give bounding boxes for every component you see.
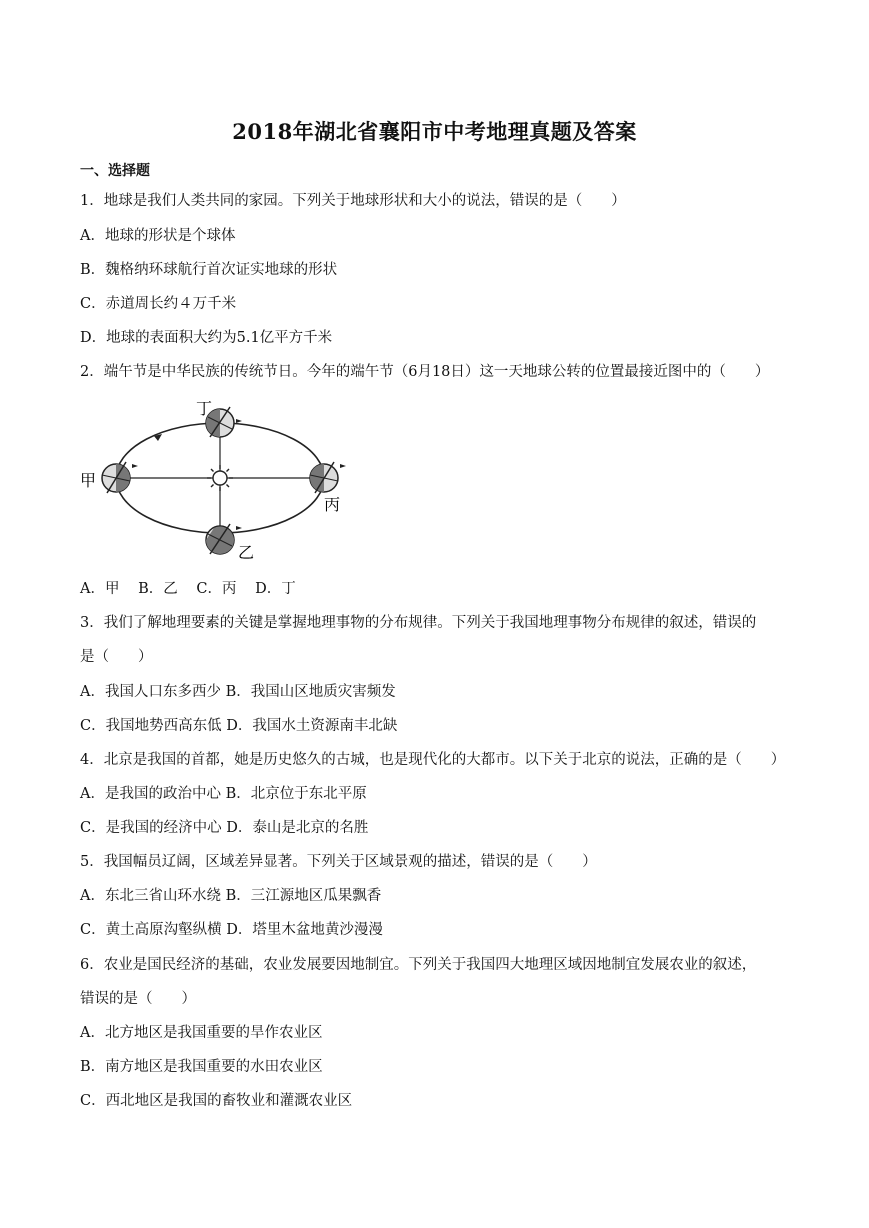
label-bing: 丙 [324,495,341,514]
question-6-option-c: C．西北地区是我国的畜牧业和灌溉农业区 [80,1093,353,1109]
question-2-option-a: A．甲 [80,581,120,597]
question-3-options-row-1: A．我国人口东多西少 B．我国山区地质灾害频发 [80,684,396,700]
label-jia: 甲 [80,471,97,490]
question-3-stem-line-1: 3．我们了解地理要素的关键是掌握地理事物的分布规律。下列关于我国地理事物分布规律的叙述，错误的 [80,615,757,631]
earth-icon-yi [206,524,242,554]
question-5-stem: 5．我国幅员辽阔，区域差异显著。下列关于区域景观的描述，错误的是（ ） [80,854,597,870]
question-5-options-row-2: C．黄土高原沟壑纵横 D．塔里木盆地黄沙漫漫 [80,922,383,938]
question-1-option-c: C．赤道周长约４万千米 [80,296,237,312]
question-1-option-d: D．地球的表面积大约为5.1亿平方千米 [80,330,333,346]
question-1-stem: 1．地球是我们人类共同的家园。下列关于地球形状和大小的说法，错误的是（ ） [80,193,626,209]
question-1-option-b: B．魏格纳环球航行首次证实地球的形状 [80,262,338,278]
question-4-options-row-1: A．是我国的政治中心 B．北京位于东北平原 [80,786,367,802]
section-heading: 一、选择题 [80,163,150,179]
question-1-option-a: A．地球的形状是个球体 [80,228,236,244]
earth-orbit-diagram [78,398,368,568]
label-yi: 乙 [238,543,255,562]
question-2-option-c: C．丙 [196,581,237,597]
page-title: 2018年湖北省襄阳市中考地理真题及答案 [232,119,637,144]
question-3-options-row-2: C．我国地势西高东低 D．我国水土资源南丰北缺 [80,718,398,734]
question-2-option-b: B．乙 [138,581,178,597]
label-ding: 丁 [196,399,213,418]
question-4-stem: 4．北京是我国的首都，她是历史悠久的古城，也是现代化的大都市。以下关于北京的说法，正确的是（ ） [80,752,786,768]
question-2-stem: 2．端午节是中华民族的传统节日。今年的端午节（6月18日）这一天地球公转的位置最接近图中的（ ） [80,364,770,380]
question-3-stem-line-2: 是（ ） [80,649,153,665]
question-2-options [80,580,795,598]
question-5-options-row-1: A．东北三省山环水绕 B．三江源地区瓜果飘香 [80,888,382,904]
question-6-stem-line-1: 6．农业是国民经济的基础，农业发展要因地制宜。下列关于我国四大地理区域因地制宜发展农业的叙述， [80,957,757,973]
sun-icon [207,465,233,491]
question-6-option-a: A．北方地区是我国重要的旱作农业区 [80,1025,323,1041]
earth-icon-bing [310,462,346,493]
question-2-option-d: D．丁 [255,581,296,597]
question-6-option-b: B．南方地区是我国重要的水田农业区 [80,1059,323,1075]
question-4-options-row-2: C．是我国的经济中心 D．泰山是北京的名胜 [80,820,369,836]
question-6-stem-line-2: 错误的是（ ） [80,991,196,1007]
